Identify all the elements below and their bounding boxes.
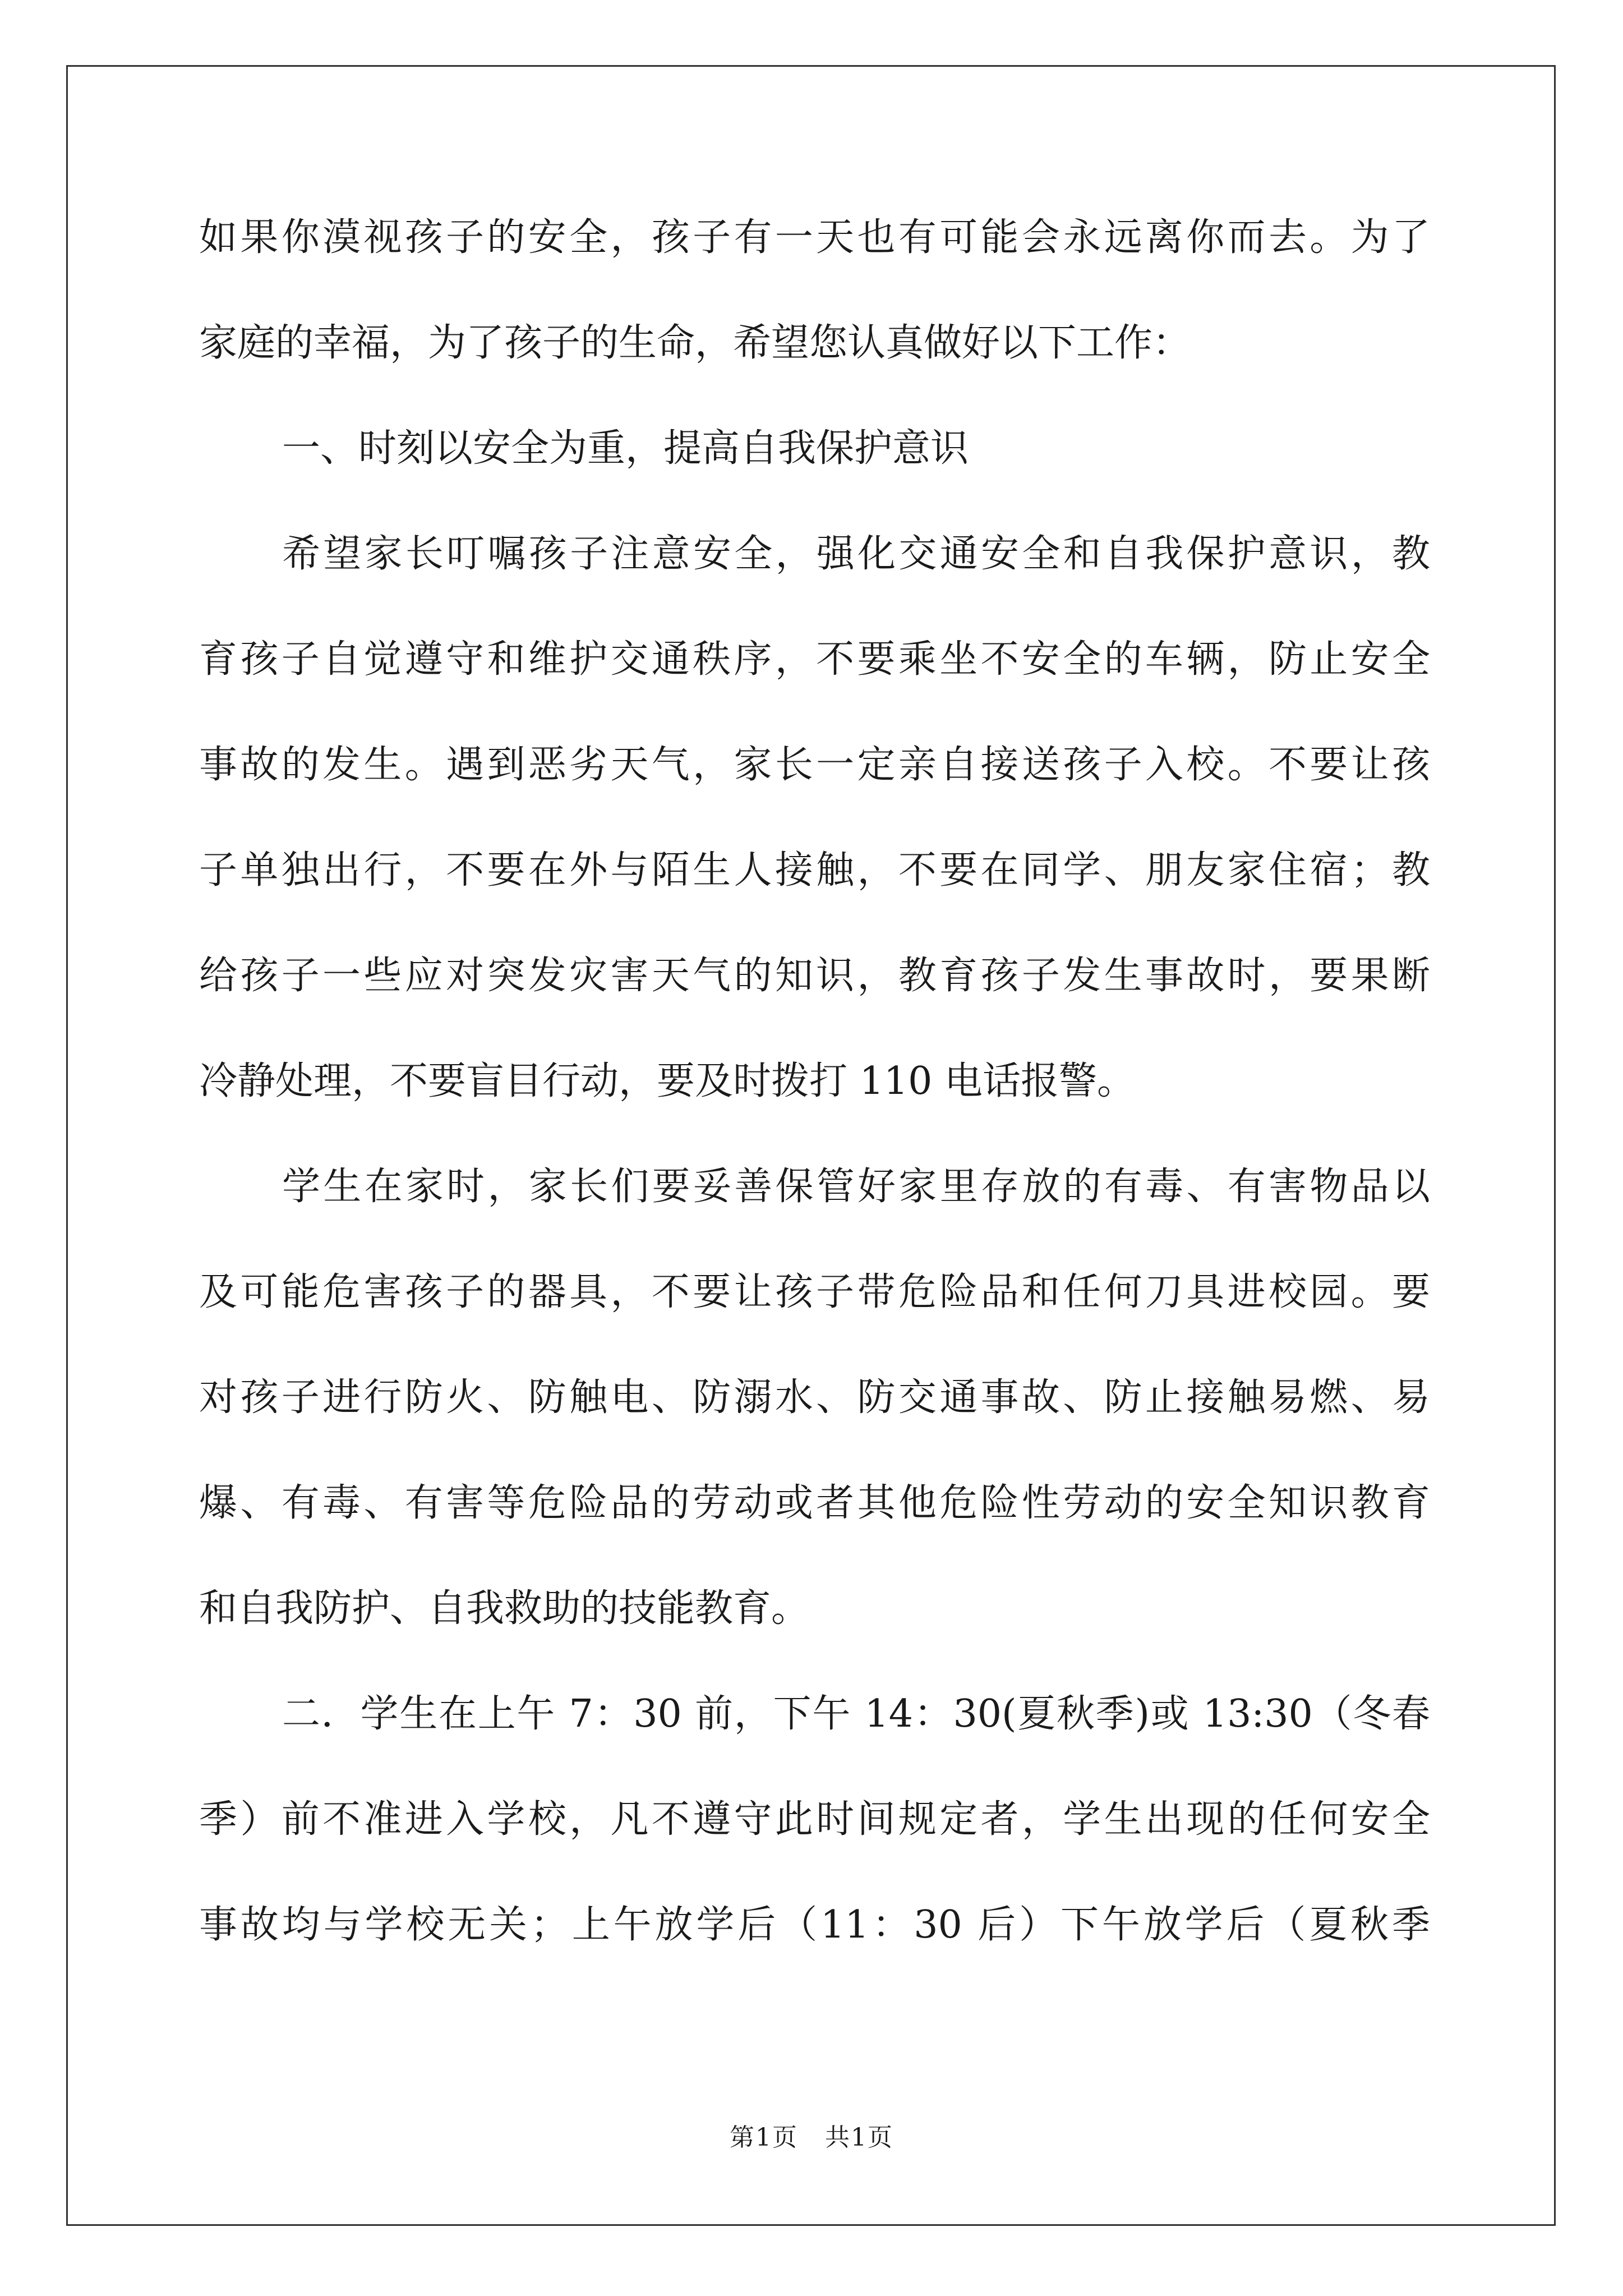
text-line: 希望家长叮嘱孩子注意安全，强化交通安全和自我保护意识，教: [282, 532, 1430, 576]
text-line: 事故的发生。遇到恶劣天气，家长一定亲自接送孩子入校。不要让孩: [199, 743, 1430, 787]
text-line: 事故均与学校无关；上午放学后（11：30 后）下午放学后（夏秋季: [199, 1903, 1430, 1947]
text-line: 学生在家时，家长们要妥善保管好家里存放的有毒、有害物品以: [282, 1165, 1430, 1209]
text-line: 对孩子进行防火、防触电、防溺水、防交通事故、防止接触易燃、易: [199, 1375, 1430, 1420]
section-heading: 一、时刻以安全为重，提高自我保护意识: [282, 426, 969, 471]
text-line: 家庭的幸福，为了孩子的生命，希望您认真做好以下工作：: [199, 321, 1191, 365]
text-line: 育孩子自觉遵守和维护交通秩序，不要乘坐不安全的车辆，防止安全: [199, 637, 1430, 682]
text-line: 子单独出行，不要在外与陌生人接触，不要在同学、朋友家住宿；教: [199, 848, 1430, 892]
section-heading: 二．学生在上午 7：30 前，下午 14：30(夏秋季)或 13:30（冬春: [282, 1692, 1430, 1736]
text-line: 爆、有毒、有害等危险品的劳动或者其他危险性劳动的安全知识教育: [199, 1481, 1430, 1525]
text-line: 季）前不准进入学校，凡不遵守此时间规定者，学生出现的任何安全: [199, 1797, 1430, 1842]
page-number-footer: 第1页 共1页: [730, 2123, 893, 2152]
text-line: 给孩子一些应对突发灾害天气的知识，教育孩子发生事故时，要果断: [199, 954, 1430, 998]
text-line: 如果你漠视孩子的安全，孩子有一天也有可能会永远离你而去。为了: [199, 215, 1430, 260]
text-line: 及可能危害孩子的器具，不要让孩子带危险品和任何刀具进校园。要: [199, 1270, 1430, 1314]
text-line: 冷静处理，不要盲目行动，要及时拨打 110 电话报警。: [199, 1059, 1136, 1103]
text-line: 和自我防护、自我救助的技能教育。: [199, 1586, 810, 1631]
